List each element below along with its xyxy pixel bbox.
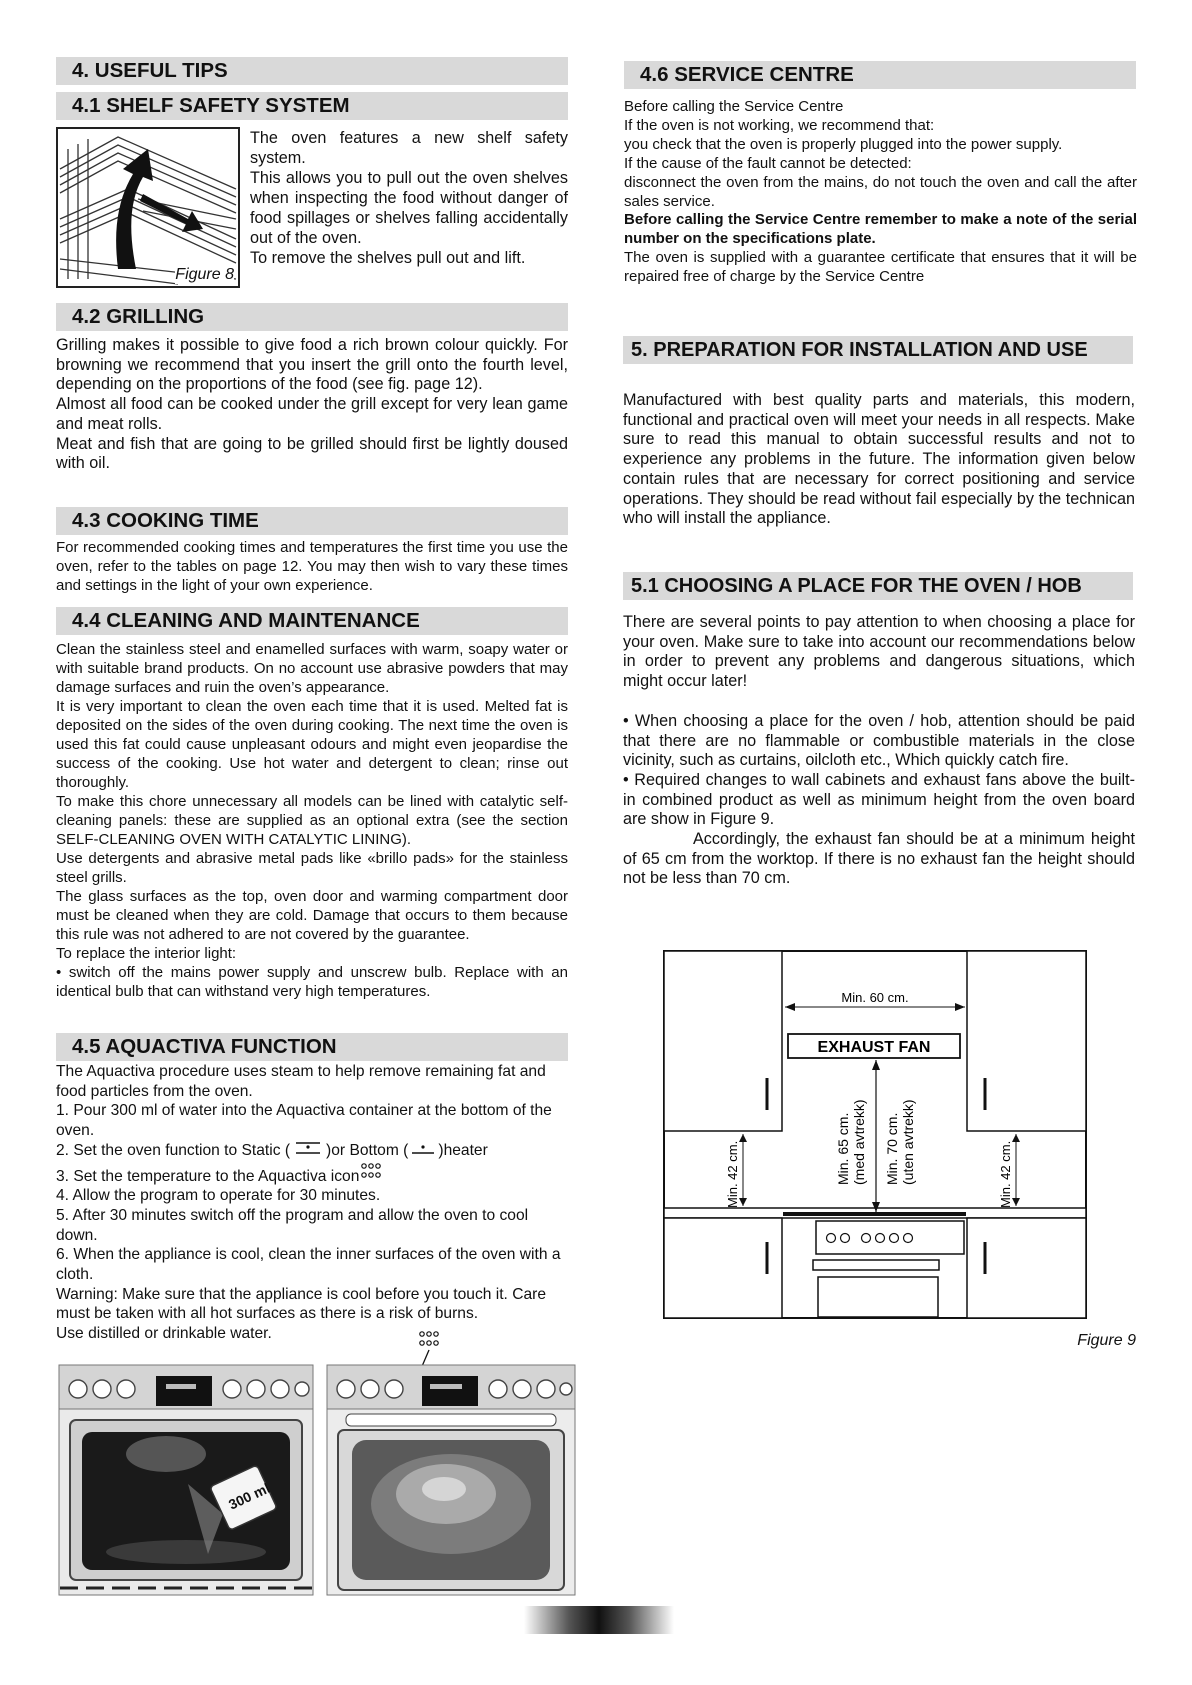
aqua-paragraph-6: 5. After 30 minutes switch off the program and allow the oven to cool down.	[56, 1206, 529, 1244]
aqua-paragraph-9: Use distilled or drinkable water.	[56, 1325, 272, 1343]
svc-line-4: If the cause of the fault cannot be detected:	[624, 154, 912, 172]
jug-label: 300 ml	[226, 1479, 273, 1513]
svc-bold-note: Before calling the Service Centre remember to make a note of the serial number on the specifications plate.	[624, 211, 1137, 248]
min-65-label: Min. 65 cm.	[835, 1112, 851, 1185]
grilling-text	[56, 336, 568, 474]
clean-paragraph-1: Clean the stainless steel and enamelled surfaces with warm, soapy water or with suitable brand products. On no account use abrasive powders that may damage surfaces and ruin the oven’s appearance.	[56, 641, 568, 696]
place-paragraph-2: • When choosing a place for the oven / hob, attention should be paid that there are no flammable or combustible materials in the close vicinity, such as curtains, oilcloth etc., Which quickly catch fire.	[623, 711, 1135, 770]
heading-cleaning: 4.4 CLEANING AND MAINTENANCE	[56, 607, 568, 635]
clean-paragraph-3: To make this chore unnecessary all models can be lined with catalytic self-cleaning panels: these are supplied as an optional extra (see the section SELF-CLEANING OVEN WITH CATALYTIC LINING).	[56, 793, 568, 848]
svc-line-3: you check that the oven is properly plugged into the power supply.	[624, 135, 1063, 153]
section-42-header	[56, 303, 568, 331]
clean-paragraph-6: To replace the interior light:	[56, 945, 237, 962]
aqua-step3-text: 3. Set the temperature to the Aquactiva icon	[56, 1167, 360, 1185]
clean-paragraph-5: The glass surfaces as the top, oven door and warming compartment door must be cleaned when they are cold. Damage that occurs to them because this rule was not adhered to are not covered by the guarantee.	[56, 888, 568, 943]
min-42-left-label: Min. 42 cm.	[725, 1140, 740, 1208]
oven-pour-water-illustration	[58, 1364, 314, 1596]
shelf-illustration	[58, 129, 238, 286]
figure-9-installation-diagram	[663, 950, 1087, 1320]
oven-steam-illustration	[326, 1364, 576, 1596]
cooking-time-text	[56, 538, 568, 595]
aqua-paragraph-7: 6. When the appliance is cool, clean the inner surfaces of the oven with a cloth.	[56, 1246, 561, 1284]
aqua-paragraph-3	[56, 1141, 566, 1161]
heading-aquactiva: 4.5 AQUACTIVA FUNCTION	[56, 1033, 568, 1061]
shelf-text	[250, 128, 568, 268]
bottom-heater-icon	[408, 1141, 438, 1155]
svc-line-2: If the oven is not working, we recommend that:	[624, 116, 935, 134]
clean-paragraph-2: It is very important to clean the oven each time that it is used. Melted fat is deposited on the sides of the oven during cooking. The next time the oven is used this fat could cause unpleasant odours and might even jeopardise the success of the cooking. Use hot water and detergent to clean; rinse out thoroughly.	[56, 698, 568, 791]
svc-line-6: The oven is supplied with a guarantee certificate that ensures that it will be repaired free of charge by the Service Centre	[624, 249, 1137, 286]
aqua-paragraph-2: 1. Pour 300 ml of water into the Aquactiva container at the bottom of the oven.	[56, 1102, 552, 1140]
section-5-header	[623, 336, 1133, 364]
figure-9-caption: Figure 9	[1077, 1332, 1136, 1349]
aqua-paragraph-5: 4. Allow the program to operate for 30 minutes.	[56, 1187, 381, 1205]
aqua-step2-text-a: 2. Set the oven function to Static (	[56, 1141, 291, 1159]
grill-paragraph-3: Meat and fish that are going to be grilled should first be lightly doused with oil.	[56, 434, 568, 473]
svc-line-5: disconnect the oven from the mains, do not touch the oven and call the after sales service.	[624, 173, 1137, 210]
min-42-right-label: Min. 42 cm.	[998, 1140, 1013, 1208]
figure-8-shelf	[56, 127, 240, 288]
shelf-paragraph-1: The oven features a new shelf safety system.	[250, 129, 568, 167]
section-43-header	[56, 507, 568, 535]
med-avtrekk-label: (med avtrekk)	[851, 1099, 867, 1185]
clean-paragraph-4: Use detergents and abrasive metal pads like «brillo pads» for the stainless steel grills.	[56, 850, 568, 886]
heading-preparation: 5. PREPARATION FOR INSTALLATION AND USE	[623, 336, 1133, 364]
aqua-paragraph-8: Warning: Make sure that the appliance is cool before you touch it. Care must be taken with all hot surfaces as there is a risk of burns.	[56, 1285, 547, 1323]
place-paragraph-1: There are several points to pay attention to when choosing a place for your oven. Make sure to take into account our recommendations below in order to prevent any problems and dangerous situations, which might occur later!	[623, 613, 1135, 691]
section-46-header	[624, 61, 1136, 89]
aqua-paragraph-1: The Aquactiva procedure uses steam to help remove remaining fat and food particles from the oven.	[56, 1063, 546, 1100]
min-70-label: Min. 70 cm.	[884, 1112, 900, 1185]
service-text	[624, 98, 1137, 287]
page-number-bar	[524, 1606, 674, 1634]
section-4-header	[56, 57, 568, 85]
place-paragraph-4: Accordingly, the exhaust fan should be at a minimum height of 65 cm from the worktop. If there is no exhaust fan the height should not be less than 70 cm.	[623, 830, 1135, 888]
place-paragraph-3: • Required changes to wall cabinets and exhaust fans above the built-in combined product as well as minimum height from the oven board are show in Figure 9.	[623, 770, 1135, 829]
section-44-header	[56, 607, 568, 635]
heading-shelf-safety: 4.1 SHELF SAFETY SYSTEM	[56, 92, 568, 120]
shelf-paragraph-2: This allows you to pull out the oven shelves when inspecting the food without danger of food spillages or shelves falling accidentally out of the oven.	[250, 169, 568, 247]
uten-avtrekk-label: (uten avtrekk)	[900, 1099, 916, 1185]
grill-paragraph-2: Almost all food can be cooked under the grill except for very lean game and meat rolls.	[56, 395, 568, 433]
aqua-step2-text-b: )or Bottom (	[326, 1141, 409, 1159]
figure-8-caption: Figure 8	[175, 266, 234, 283]
aquactiva-text	[56, 1062, 566, 1344]
heading-useful-tips: 4. USEFUL TIPS	[56, 57, 568, 85]
svc-line-1: Before calling the Service Centre	[624, 98, 844, 115]
min-60-label: Min. 60 cm.	[841, 990, 909, 1005]
heading-choosing-place: 5.1 CHOOSING A PLACE FOR THE OVEN / HOB	[623, 572, 1133, 600]
aqua-step2-text-c: )heater	[438, 1141, 488, 1159]
static-heater-icon	[290, 1141, 326, 1155]
shelf-paragraph-3: To remove the shelves pull out and lift.	[250, 249, 526, 267]
exhaust-fan-label: EXHAUST FAN	[817, 1039, 931, 1056]
heading-grilling: 4.2 GRILLING	[56, 303, 568, 331]
aqua-paragraph-4	[56, 1161, 566, 1187]
section-51-header	[623, 572, 1133, 600]
heading-service-centre: 4.6 SERVICE CENTRE	[624, 61, 1136, 89]
cooking-paragraph: For recommended cooking times and temperatures the first time you use the oven, refer to the tables on page 12. You may then wish to vary these times and settings in the light of your own experience.	[56, 539, 568, 594]
section-45-header	[56, 1033, 568, 1061]
heading-cooking-time: 4.3 COOKING TIME	[56, 507, 568, 535]
preparation-text	[623, 391, 1135, 529]
clean-paragraph-7: • switch off the mains power supply and unscrew bulb. Replace with an identical bulb that can withstand very high temperatures.	[56, 964, 568, 1000]
preparation-paragraph: Manufactured with best quality parts and materials, this modern, functional and practical oven will meet your needs in all respects. Make sure to read this manual to obtain successful results and not to experience any problems in the future. The information given below contain rules that are necessary for correct positioning and service operations. They should be read without fail especially by the technican who will install the appliance.	[623, 391, 1135, 528]
grill-paragraph-1: Grilling makes it possible to give food a rich brown colour quickly. For browning we recommend that you insert the grill onto the fourth level, depending on the proportions of the food (see fig. page 12).	[56, 336, 568, 394]
choosing-place-text	[623, 613, 1135, 889]
aquactiva-icon	[359, 1161, 383, 1181]
section-41-header	[56, 92, 568, 120]
cleaning-text	[56, 640, 568, 1001]
